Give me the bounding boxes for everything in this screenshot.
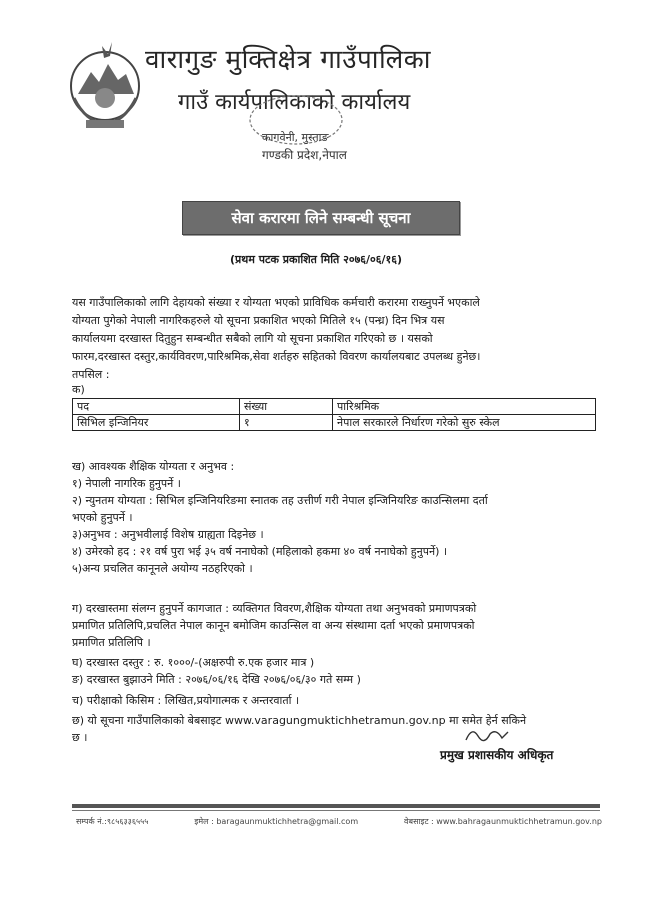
intro-line: फारम,दरखास्त दस्तुर,कार्यविवरण,पारिश्रमिक,सेवा शर्तहरु सहितको विवरण कार्यालयबाट उपलब्ध हुनेछ। — [72, 350, 481, 363]
intro-line: यस गाउँपालिकाको लागि देहायको संख्या र योग्यता भएको प्राविधिक कर्मचारी करारमा राख्नुपर्ने भएकाले — [72, 296, 480, 309]
signatory-title: प्रमुख प्रशासकीय अधिकृत — [440, 748, 554, 762]
list-item: ५)अन्य प्रचलित कानूनले अयोग्य नठहरिएको । — [72, 562, 253, 575]
header-salary: पारिश्रमिक — [333, 399, 596, 415]
website-section — [72, 712, 632, 746]
handwritten-signature — [462, 724, 512, 746]
government-emblem — [66, 36, 144, 136]
section-gha: घ) दरखास्त दस्तुर : रु. १०००/-(अक्षरुपी रु.एक हजार मात्र ) — [72, 656, 315, 669]
province-line: गण्डकी प्रदेश,नेपाल — [262, 148, 347, 162]
footer-divider-thin — [72, 810, 600, 811]
municipality-title: वारागुङ मुक्तिक्षेत्र गाउँपालिका — [145, 45, 432, 75]
footer-phone: सम्पर्क नं.:९८५६३३६५५५ — [76, 817, 149, 826]
list-item: २) न्युनतम योग्यता : सिभिल इन्जिनियरिङमा स्नातक तह उत्तीर्ण गरी नेपाल इन्जिनियरिङ काउन्सिलमा दर्ता — [72, 494, 488, 507]
section-cha: च) परीक्षाको किसिम : लिखित,प्रयोगात्मक र अन्तरवार्ता । — [72, 694, 300, 707]
post-table-section — [72, 382, 596, 431]
section-ka-label: क) — [72, 383, 85, 396]
office-title: गाउँ कार्यपालिकाको कार्यालय — [178, 90, 411, 115]
section-ga-line: प्रमाणित प्रतिलिपि । — [72, 636, 151, 649]
post-table — [72, 398, 596, 431]
section-ga-line: प्रमाणित प्रतिलिपि,प्रचलित नेपाल कानून बमोजिम काउन्सिल वा अन्य संस्थामा दर्ता भएको प्रमाणपत्रको — [72, 619, 475, 632]
tapsil-label: तपसिल : — [72, 368, 110, 381]
list-item: ४) उमेरको हद : २१ वर्ष पुरा भई ३५ वर्ष ननाघेको (महिलाको हकमा ४० वर्ष ननाघेको हुनुपर्ने) । — [72, 545, 448, 558]
header-post: पद — [73, 399, 240, 415]
documents-section — [72, 600, 632, 651]
intro-line: कार्यालयमा दरखास्त दितुहुन सम्बन्धीत सबैको लागि यो सूचना प्रकाशित गरिएको छ । यसको — [72, 332, 433, 345]
section-ga-line: ग) दरखास्तमा संलग्न हुनुपर्ने कागजात : व्यक्तिगत विवरण,शैक्षिक योग्यता तथा अनुभवको प्रमाणपत्रको — [72, 602, 477, 615]
footer-website: वेबसाइट : www.bahragaunmuktichhetramun.gov.np — [404, 817, 602, 826]
list-item: १) नेपाली नागरिक हुनुपर्ने । — [72, 477, 181, 490]
table-row — [73, 415, 596, 431]
section-chha-line: छ) यो सूचना गाउँपालिकाको बेबसाइट www.varagungmuktichhetramun.gov.np मा समेत हेर्न सकिने — [72, 714, 527, 727]
section-chha-line: छ । — [72, 731, 88, 744]
list-item: भएको हुनुपर्ने । — [72, 511, 133, 524]
header-count: संख्या — [240, 399, 333, 415]
footer-email: इमेल : baragaunmuktichhetra@gmail.com — [194, 817, 359, 826]
list-item: ३)अनुभव : अनुभवीलाई विशेष ग्राह्यता दिइनेछ । — [72, 528, 264, 541]
cell-salary: नेपाल सरकारले निर्धारण गरेको सुरु स्केल — [333, 415, 596, 431]
footer-divider — [72, 804, 600, 808]
cell-post: सिभिल इन्जिनियर — [73, 415, 240, 431]
intro-line: योग्यता पुगेको नेपाली नागरिकहरुले यो सूचना प्रकाशित भएको मितिले १५ (पन्ध्र) दिन भित्र यस — [72, 314, 445, 327]
footer-contacts — [76, 816, 602, 827]
qualification-section — [72, 458, 632, 577]
notice-heading: सेवा करारमा लिने सम्बन्धी सूचना — [182, 201, 460, 235]
address-line: कागवेनी, मुस्ताङ — [262, 131, 329, 144]
section-kha-title: ख) आवश्यक शैक्षिक योग्यता र अनुभव : — [72, 460, 235, 473]
table-header-row — [73, 399, 596, 415]
cell-count: १ — [240, 415, 333, 431]
section-nga: ङ) दरखास्त बुझाउने मिति : २०७६/०६/१६ देखि २०७६/०६/३० गते सम्म ) — [72, 673, 361, 686]
intro-paragraph — [72, 294, 598, 384]
publication-date: (प्रथम पटक प्रकाशित मिति २०७६/०६/१६) — [230, 253, 402, 266]
fee-section — [72, 654, 632, 709]
